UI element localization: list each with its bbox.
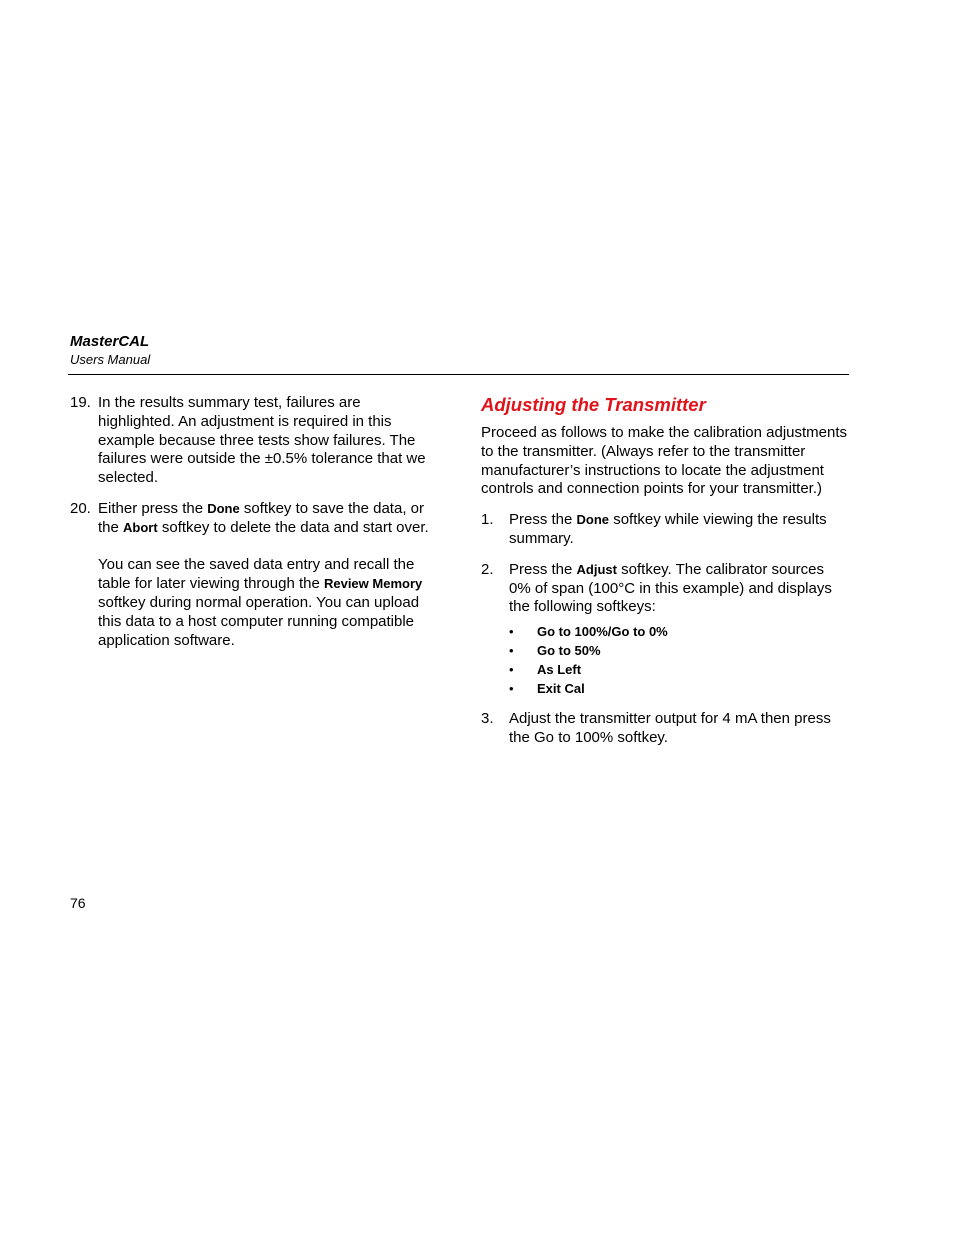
- step-number: 2.: [481, 560, 494, 578]
- item-text: Either press the Done softkey to save the data, or the Abort softkey to delete the data and start over.: [98, 499, 429, 536]
- item-number: 19.: [70, 394, 91, 411]
- section-intro: Proceed as follows to make the calibration adjustments to the transmitter. (Always refer to the transmitter manufacturer’s instructions to locate the adjustment controls and connection points for your transmitter.): [481, 424, 848, 498]
- softkey-done: Done: [207, 500, 240, 516]
- bullet-icon: •: [509, 624, 514, 640]
- list-item-20: [70, 500, 432, 650]
- softkey-abort: Abort: [123, 519, 158, 535]
- list-item-19: [70, 394, 432, 488]
- step-1: [481, 511, 849, 549]
- item-text: In the results summary test, failures are highlighted. An adjustment is required in this example because three tests show failures. The failures were outside the ±0.5% tolerance that we selected.: [98, 394, 426, 487]
- step-text: Press the Done softkey while viewing the results summary.: [509, 511, 827, 547]
- right-column: [481, 394, 849, 760]
- bullet-icon: •: [509, 680, 514, 696]
- bullet-icon: •: [509, 661, 514, 677]
- item-note: You can see the saved data entry and recall the table for later viewing through the Review Memory softkey during normal operation. You can upload this data to a host computer running compatible application software.: [98, 556, 423, 649]
- manual-title: Users Manual: [70, 352, 151, 367]
- page-number: 76: [70, 895, 86, 911]
- softkey-done: Done: [576, 512, 610, 528]
- step-text: Adjust the transmitter output for 4 mA then press the Go to 100% softkey.: [509, 710, 831, 747]
- list-item: • Go to 50%: [509, 642, 849, 661]
- step-number: 3.: [481, 710, 494, 728]
- item-number: 20.: [70, 499, 91, 517]
- softkey-list: [509, 623, 849, 698]
- softkey-adjust: Adjust: [576, 561, 617, 577]
- list-item: • As Left: [509, 661, 849, 680]
- step-text: Press the Adjust softkey. The calibrator sources 0% of span (100°C in this example) and displays the following softkeys:: [509, 560, 832, 616]
- header-rule: [68, 374, 849, 375]
- product-name: MasterCAL: [70, 333, 150, 350]
- bullet-icon: •: [509, 642, 514, 658]
- step-2: [481, 561, 849, 699]
- list-item: • Go to 100%/Go to 0%: [509, 623, 849, 642]
- step-number: 1.: [481, 511, 494, 529]
- page-header: [70, 332, 850, 369]
- softkey-review-memory: Review Memory: [323, 576, 423, 592]
- list-item: • Exit Cal: [509, 680, 849, 699]
- step-3: [481, 710, 849, 748]
- section-heading: Adjusting the Transmitter: [481, 394, 706, 415]
- left-column: [70, 394, 432, 662]
